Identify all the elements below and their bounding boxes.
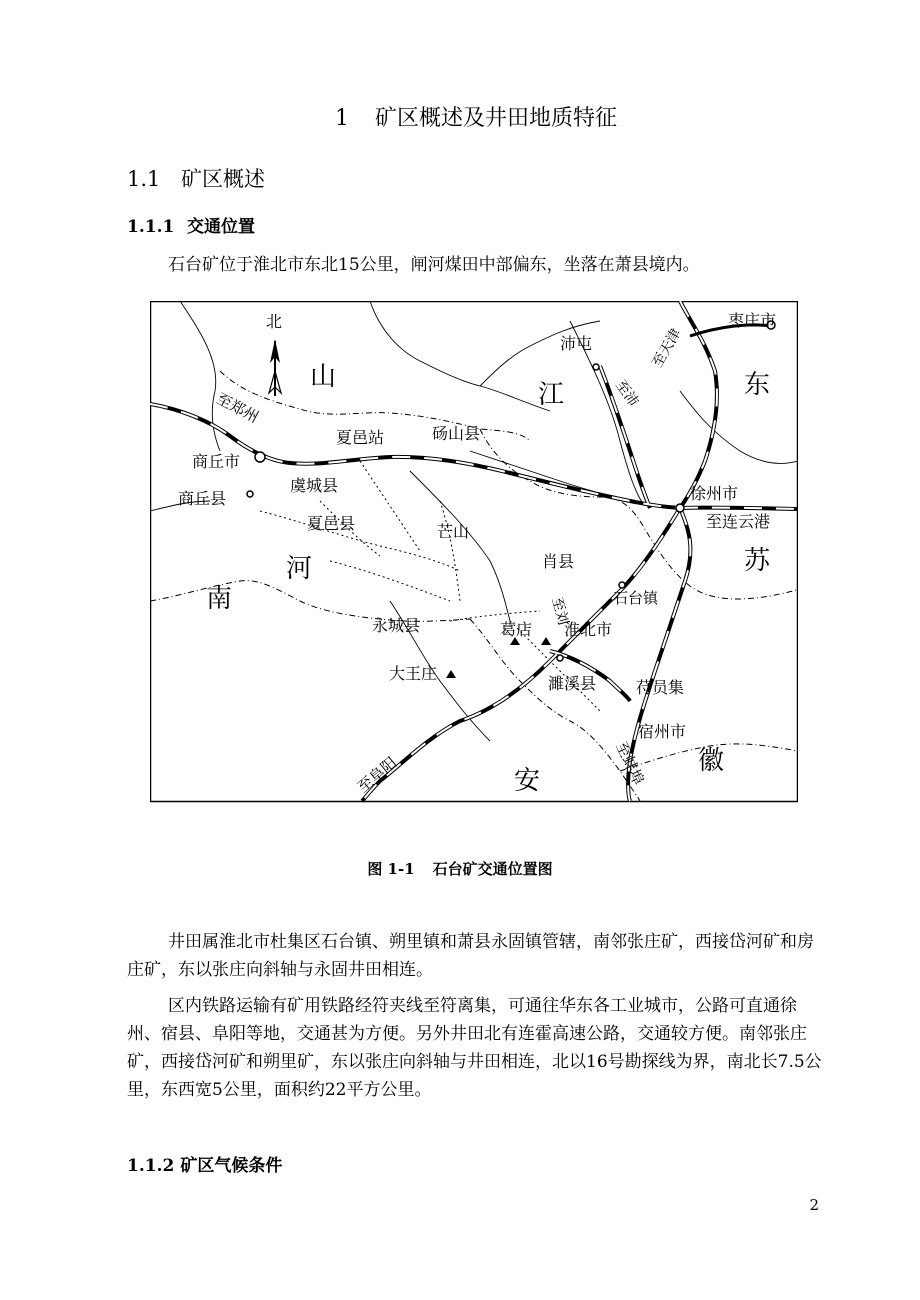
label-to-zhengzhou: 至郑州 — [213, 389, 262, 427]
label-xiayi-station: 夏邑站 — [336, 428, 385, 447]
section-heading — [127, 163, 265, 193]
label-to-liu: 至刘 — [548, 595, 571, 627]
paragraph-location: 石台矿位于淮北市东北15公里，闸河煤田中部偏东，坐落在萧县境内。 — [168, 255, 700, 275]
label-province-shan: 山 — [310, 362, 337, 392]
label-north: 北 — [266, 312, 283, 331]
label-suzhou: 宿州市 — [638, 722, 687, 741]
subsection-title: 交通位置 — [187, 217, 255, 237]
label-shitai: 石台镇 — [613, 589, 659, 607]
chapter-title: 矿区概述及井田地质特征 — [375, 106, 618, 131]
traffic-location-map — [150, 301, 798, 803]
marker-shangqiu-county — [247, 491, 253, 497]
label-to-tianjin: 至天津 — [649, 325, 685, 371]
label-huaibei: 淮北市 — [564, 620, 613, 639]
label-province-hui: 徽 — [698, 746, 725, 776]
label-suixi: 濉溪县 — [548, 674, 597, 693]
subsection-number: 1.1.1 — [127, 217, 175, 237]
paragraph-jurisdiction: 井田属淮北市杜集区石台镇、朔里镇和萧县永固镇管辖，南邻张庄矿，西接岱河矿和房庄矿，东以张庄向斜轴与永固井田相连。 — [127, 932, 814, 980]
chapter-number: 1 — [335, 106, 349, 131]
label-gedian: 葛店 — [500, 620, 533, 639]
figure-number: 图 1-1 — [367, 860, 415, 878]
label-province-dong: 东 — [744, 370, 771, 400]
label-shangqiu-city: 商丘市 — [192, 452, 241, 471]
label-xiaoxian: 肖县 — [542, 552, 575, 571]
marker-peixian — [593, 364, 599, 370]
subsection-heading-climate — [127, 1151, 282, 1176]
label-province-nan: 南 — [206, 584, 233, 614]
label-province-an: 安 — [514, 766, 541, 796]
label-to-bengbu: 至蚌埠 — [612, 739, 648, 788]
label-fuliji: 苻员集 — [636, 678, 685, 697]
section-number: 1.1 — [127, 167, 161, 191]
map-frame — [151, 302, 798, 802]
label-xuzhou: 徐州市 — [690, 484, 739, 503]
label-yucheng: 虞城县 — [290, 476, 339, 495]
label-province-jiang: 江 — [538, 380, 565, 410]
subsection-title-climate: 矿区气候条件 — [180, 1156, 283, 1176]
label-zaozhuang: 枣庄市 — [728, 311, 777, 330]
label-to-lianyungang: 至连云港 — [706, 512, 771, 531]
label-yongcheng: 永城县 — [372, 616, 421, 635]
label-to-fuyang: 至阜阳 — [354, 753, 401, 797]
marker-shangqiu-city — [255, 452, 265, 462]
label-mangshan: 芒山 — [437, 522, 470, 541]
figure-caption — [0, 858, 920, 879]
subsection-heading — [127, 212, 255, 237]
marker-xuzhou — [676, 504, 684, 512]
label-dawangzhuang: 大王庄 — [389, 664, 438, 683]
chapter-heading — [335, 101, 617, 132]
paragraph-transport: 区内铁路运输有矿用铁路经符夹线至符离集，可通往华东各工业城市，公路可直通徐州、宿县、阜阳等地，交通甚为方便。另外井田北有连霍高速公路，交通较方便。南邻张庄矿，西接岱河矿和朔里矿，东以张庄向斜轴与井田相连，北以16号勘探线为界，南北长7.5公里，东西宽5公里，面积约22平方公里。 — [127, 996, 822, 1100]
label-xiayi-county: 夏邑县 — [307, 514, 356, 533]
marker-huaibei — [557, 655, 563, 661]
label-dangshan: 砀山县 — [432, 424, 481, 443]
label-shangqiu-county: 商丘县 — [178, 489, 227, 508]
subsection-number-climate: 1.1.2 — [127, 1156, 175, 1176]
label-peixian: 沛屯 — [560, 334, 593, 353]
section-title: 矿区概述 — [181, 167, 265, 191]
figure-title: 石台矿交通位置图 — [432, 860, 553, 878]
page-number: 2 — [809, 1196, 819, 1214]
label-province-he: 河 — [286, 554, 313, 584]
label-province-su: 苏 — [744, 546, 771, 576]
marker-shitai — [619, 582, 625, 588]
label-to-pei: 至沛 — [612, 377, 642, 410]
